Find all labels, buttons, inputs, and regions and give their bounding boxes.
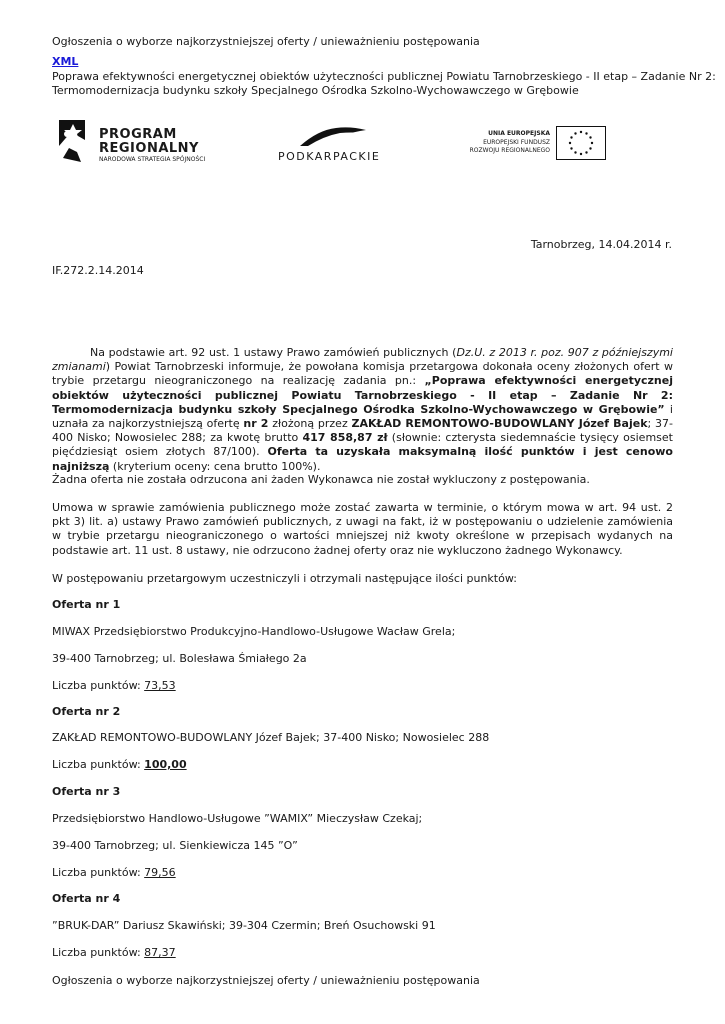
offer-1-heading: Oferta nr 1: [52, 598, 121, 611]
contract-term-paragraph: Umowa w sprawie zamówienia publicznego może zostać zawarta w terminie, o którym mowa w art. 94 ust. 2 pkt 3) lit. a) ustawy Prawo zamówień publicznych, z uwagi na fakt, iż w postępowaniu o udzielenie zamówienia w trybie przetargu nieograniczonego o wartości mniejszej niż kwoty określone w przepisach wydanych na podstawie art. 11 ust. 8 ustawy, nie odrzucono żadnej oferty oraz nie wykluczono żadnego Wykonawcy.: [52, 501, 673, 557]
offer-1-company: MIWAX Przedsiębiorstwo Produkcyjno-Handlowo-Usługowe Wacław Grela;: [52, 625, 456, 638]
podkarpackie-mountains-icon: [298, 124, 368, 148]
p1-text-9: ; 37-400 Nisko; Nowosielec 288; za kwotę brutto: [52, 417, 673, 445]
offer-4-points: 87,37: [144, 946, 176, 959]
decision-paragraph: [52, 346, 673, 474]
program-logo-line1: PROGRAM: [99, 127, 177, 142]
offer-1-points: 73,53: [144, 679, 176, 692]
program-regionalny-logo: [55, 118, 225, 170]
eu-flag-icon: [556, 126, 606, 160]
ue-logo: [462, 124, 608, 162]
footer-section-title: Ogłoszenia o wyborze najkorzystniejszej oferty / unieważnieniu postępowania: [52, 974, 480, 987]
xml-link[interactable]: XML: [52, 55, 79, 68]
legal-reference: Dz.U. z 2013 r. poz. 907 z późniejszymi zmianami: [52, 346, 673, 374]
xml-link-row: [52, 55, 78, 69]
tender-title-line1: Poprawa efektywności energetycznej obiektów użyteczności publicznej Powiatu Tarnobrzeskiego - II etap – Zadanie Nr 2:: [52, 70, 716, 83]
place-date: Tarnobrzeg, 14.04.2014 r.: [530, 238, 672, 251]
ue-logo-line1: UNIA EUROPEJSKA: [488, 130, 550, 137]
offer-3-address: 39-400 Tarnobrzeg; ul. Sienkiewicza 145 ”O”: [52, 839, 298, 852]
offer-3-points: 79,56: [144, 866, 176, 879]
offer-4-points-row: [52, 946, 176, 960]
p1-text-11: (słownie: czterysta siedemnaście tysięcy osiemset pięćdziesiąt osiem złotych 87/100).: [52, 431, 673, 459]
podkarpackie-logo: [278, 124, 390, 164]
winning-contractor: ZAKŁAD REMONTOWO-BUDOWLANY Józef Bajek: [351, 417, 648, 431]
points-label: Liczba punktów:: [52, 946, 145, 959]
program-logo-line2: REGIONALNY: [99, 141, 199, 156]
offer-2-points-row: [52, 758, 187, 772]
winning-offer-number: nr 2: [243, 417, 269, 431]
points-label: Liczba punktów:: [52, 758, 145, 771]
section-title: Ogłoszenia o wyborze najkorzystniejszej oferty / unieważnieniu postępowania: [52, 35, 480, 48]
offer-2-company: ZAKŁAD REMONTOWO-BUDOWLANY Józef Bajek; 37-400 Nisko; Nowosielec 288: [52, 731, 490, 744]
offer-result-statement: Oferta ta uzyskała maksymalną ilość punktów i jest cenowo najniższą: [52, 445, 673, 473]
offer-3-heading: Oferta nr 3: [52, 785, 121, 798]
offer-4-heading: Oferta nr 4: [52, 892, 121, 905]
tender-title-line2: Termomodernizacja budynku szkoły Specjalnego Ośrodka Szkolno-Wychowawczego w Grębowie: [52, 84, 579, 97]
offer-4-company: ”BRUK-DAR” Dariusz Skawiński; 39-304 Czermin; Breń Osuchowski 91: [52, 919, 436, 932]
program-regionalny-emblem-icon: [55, 118, 91, 168]
p1-text-1: Na podstawie art. 92 ust. 1 ustawy Prawo zamówień publicznych (: [90, 346, 457, 359]
offer-3-company: Przedsiębiorstwo Handlowo-Usługowe ”WAMIX” Mieczysław Czekaj;: [52, 812, 423, 825]
program-logo-line3: NARODOWA STRATEGIA SPÓJNOŚCI: [99, 156, 206, 163]
p1-text-5: i uznała za najkorzystniejszą ofertę: [52, 402, 673, 431]
p1-text-3: ) Powiat Tarnobrzeski informuje, że powołana komisja przetargowa dokonała oceny złożonych ofert w trybie przetargu nieograniczonego na realizację zadania pn.:: [52, 360, 673, 388]
podkarpackie-text: PODKARPACKIE: [278, 150, 381, 163]
offer-1-points-row: [52, 679, 176, 693]
offer-1-address: 39-400 Tarnobrzeg; ul. Bolesława Śmiałego 2a: [52, 652, 307, 665]
no-rejections-paragraph: Żadna oferta nie została odrzucona ani żaden Wykonawca nie został wykluczony z postępowania.: [52, 473, 590, 486]
task-name: „Poprawa efektywności energetycznej obiektów użyteczności publicznej Powiatu Tarnobrzeskiego - II etap – Zadanie Nr 2: Termomodernizacja budynku szkoły Specjalnego Ośrodka Szkolno-Wychowawczego w Grębowie”: [52, 374, 673, 416]
points-label: Liczba punktów:: [52, 679, 145, 692]
gross-amount: 417 858,87 zł: [302, 431, 388, 445]
reference-number: IF.272.2.14.2014: [52, 264, 144, 277]
p1-text-7: złożoną przez: [268, 417, 352, 431]
points-label: Liczba punktów:: [52, 866, 145, 879]
participants-intro: W postępowaniu przetargowym uczestniczyli i otrzymali następujące ilości punktów:: [52, 572, 517, 585]
p1-text-13: (kryterium oceny: cena brutto 100%).: [109, 459, 321, 473]
offer-2-points: 100,00: [144, 758, 187, 771]
offer-3-points-row: [52, 866, 176, 880]
ue-logo-line2: EUROPEJSKI FUNDUSZ: [483, 139, 550, 146]
ue-logo-line3: ROZWOJU REGIONALNEGO: [469, 147, 550, 154]
offer-2-heading: Oferta nr 2: [52, 705, 121, 718]
